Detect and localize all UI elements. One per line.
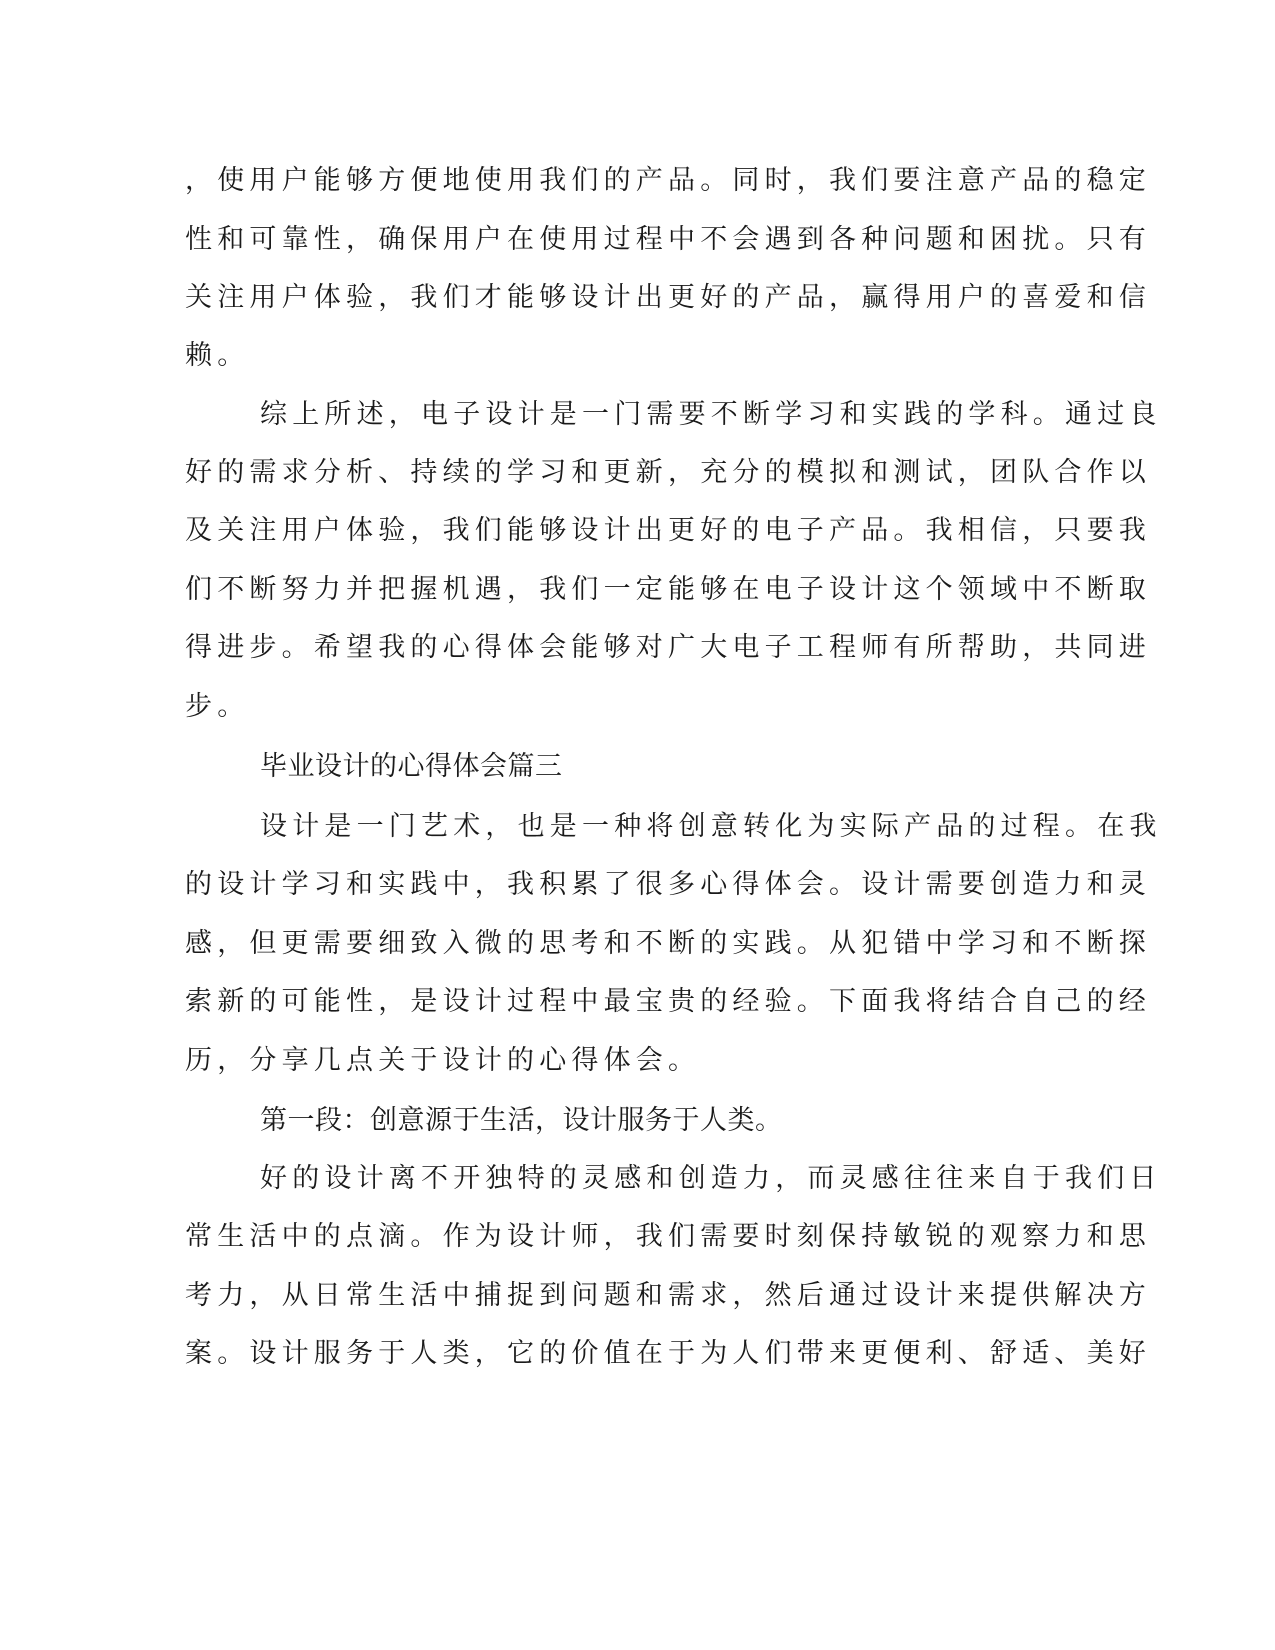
paragraph-line: 综上所述，电子设计是一门需要不断学习和实践的学科。通过良	[260, 399, 1162, 430]
paragraph-line: 及关注用户体验，我们能够设计出更好的电子产品。我相信，只要我	[185, 515, 1151, 546]
paragraph-line: ，使用户能够方便地使用我们的产品。同时，我们要注意产品的稳定	[185, 165, 1151, 196]
paragraph-line: 性和可靠性，确保用户在使用过程中不会遇到各种问题和困扰。只有	[185, 224, 1151, 255]
paragraph-line: 索新的可能性，是设计过程中最宝贵的经验。下面我将结合自己的经	[185, 986, 1151, 1017]
paragraph-line: 关注用户体验，我们才能够设计出更好的产品，赢得用户的喜爱和信	[185, 282, 1151, 313]
subsection-heading: 第一段：创意源于生活，设计服务于人类。	[260, 1105, 783, 1136]
paragraph-line: 好的设计离不开独特的灵感和创造力，而灵感往往来自于我们日	[260, 1163, 1162, 1194]
paragraph-line: 设计是一门艺术，也是一种将创意转化为实际产品的过程。在我	[260, 811, 1162, 842]
paragraph-line: 考力，从日常生活中捕捉到问题和需求，然后通过设计来提供解决方	[185, 1280, 1151, 1311]
paragraph-line: 得进步。希望我的心得体会能够对广大电子工程师有所帮助，共同进	[185, 632, 1151, 663]
section-heading: 毕业设计的心得体会篇三	[260, 751, 563, 782]
paragraph-line: 步。	[185, 691, 250, 722]
paragraph-line: 常生活中的点滴。作为设计师，我们需要时刻保持敏锐的观察力和思	[185, 1221, 1151, 1252]
paragraph-line: 好的需求分析、持续的学习和更新，充分的模拟和测试，团队合作以	[185, 457, 1151, 488]
paragraph-line: 感，但更需要细致入微的思考和不断的实践。从犯错中学习和不断探	[185, 928, 1151, 959]
paragraph-line: 们不断努力并把握机遇，我们一定能够在电子设计这个领域中不断取	[185, 574, 1151, 605]
paragraph-line: 的设计学习和实践中，我积累了很多心得体会。设计需要创造力和灵	[185, 869, 1151, 900]
paragraph-line: 案。设计服务于人类，它的价值在于为人们带来更便利、舒适、美好	[185, 1338, 1151, 1369]
paragraph-line: 赖。	[185, 340, 250, 371]
paragraph-line: 历，分享几点关于设计的心得体会。	[185, 1045, 701, 1076]
